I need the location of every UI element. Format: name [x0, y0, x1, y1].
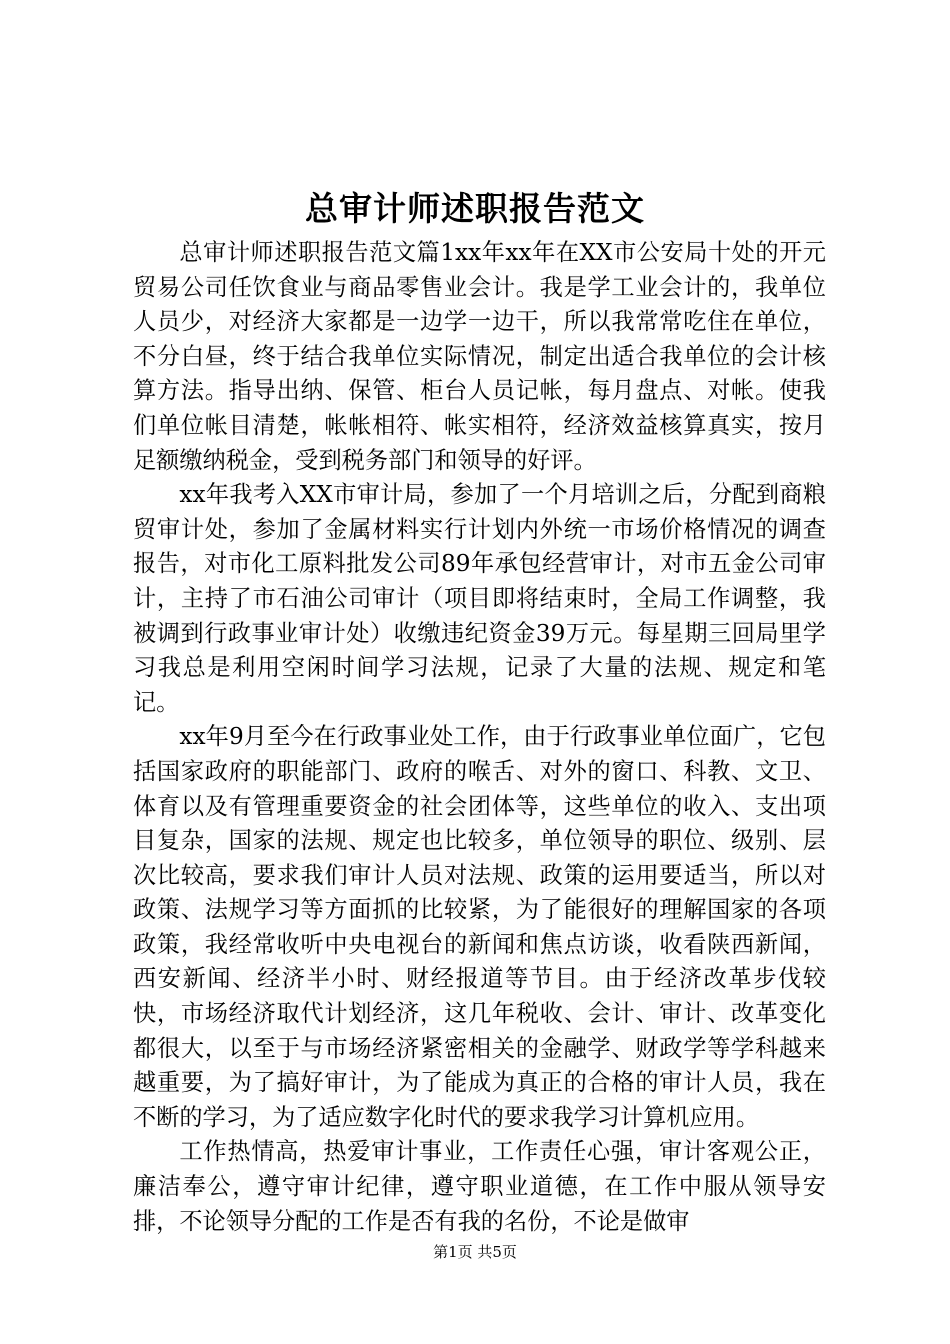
paragraph-2: xx年我考入XX市审计局，参加了一个月培训之后，分配到商粮贸审计处，参加了金属材料实行计划内外统一市场价格情况的调查报告，对市化工原料批发公司89年承包经营审计，对市五金公司审计，主持了市石油公司审计（项目即将结束时，全局工作调整，我被调到行政事业审计处）收缴违纪资金39万元。每星期三回局里学习我总是利用空闲时间学习法规，记录了大量的法规、规定和笔记。 — [133, 481, 826, 716]
page-number-footer: 第1页 共5页 — [433, 1243, 517, 1261]
paragraph-4: 工作热情高，热爱审计事业，工作责任心强，审计客观公正，廉洁奉公，遵守审计纪律，遵守职业道德，在工作中服从领导安排，不论领导分配的工作是否有我的名份，不论是做审 — [133, 1138, 826, 1235]
document-title: 总审计师述职报告范文 — [305, 189, 645, 228]
document-body — [133, 236, 826, 1239]
paragraph-3: xx年9月至今在行政事业处工作，由于行政事业单位面广，它包括国家政府的职能部门、政府的喉舌、对外的窗口、科教、文卫、体育以及有管理重要资金的社会团体等，这些单位的收入、支出项目复杂，国家的法规、规定也比较多，单位领导的职位、级别、层次比较高，要求我们审计人员对法规、政策的运用要适当，所以对政策、法规学习等方面抓的比较紧，为了能很好的理解国家的各项政策，我经常收听中央电视台的新闻和焦点访谈，收看陕西新闻，西安新闻、经济半小时、财经报道等节目。由于经济改革步伐较快，市场经济取代计划经济，这几年税收、会计、审计、改革变化都很大，以至于与市场经济紧密相关的金融学、财政学等学科越来越重要，为了搞好审计，为了能成为真正的合格的审计人员，我在不断的学习，为了适应数字化时代的要求我学习计算机应用。 — [133, 723, 826, 1131]
paragraph-1: 总审计师述职报告范文篇1xx年xx年在XX市公安局十处的开元贸易公司任饮食业与商品零售业会计。我是学工业会计的，我单位人员少，对经济大家都是一边学一边干，所以我常常吃住在单位，不分白昼，终于结合我单位实际情况，制定出适合我单位的会计核算方法。指导出纳、保管、柜台人员记帐，每月盘点、对帐。使我们单位帐目清楚，帐帐相符、帐实相符，经济效益核算真实，按月足额缴纳税金，受到税务部门和领导的好评。 — [133, 239, 826, 474]
